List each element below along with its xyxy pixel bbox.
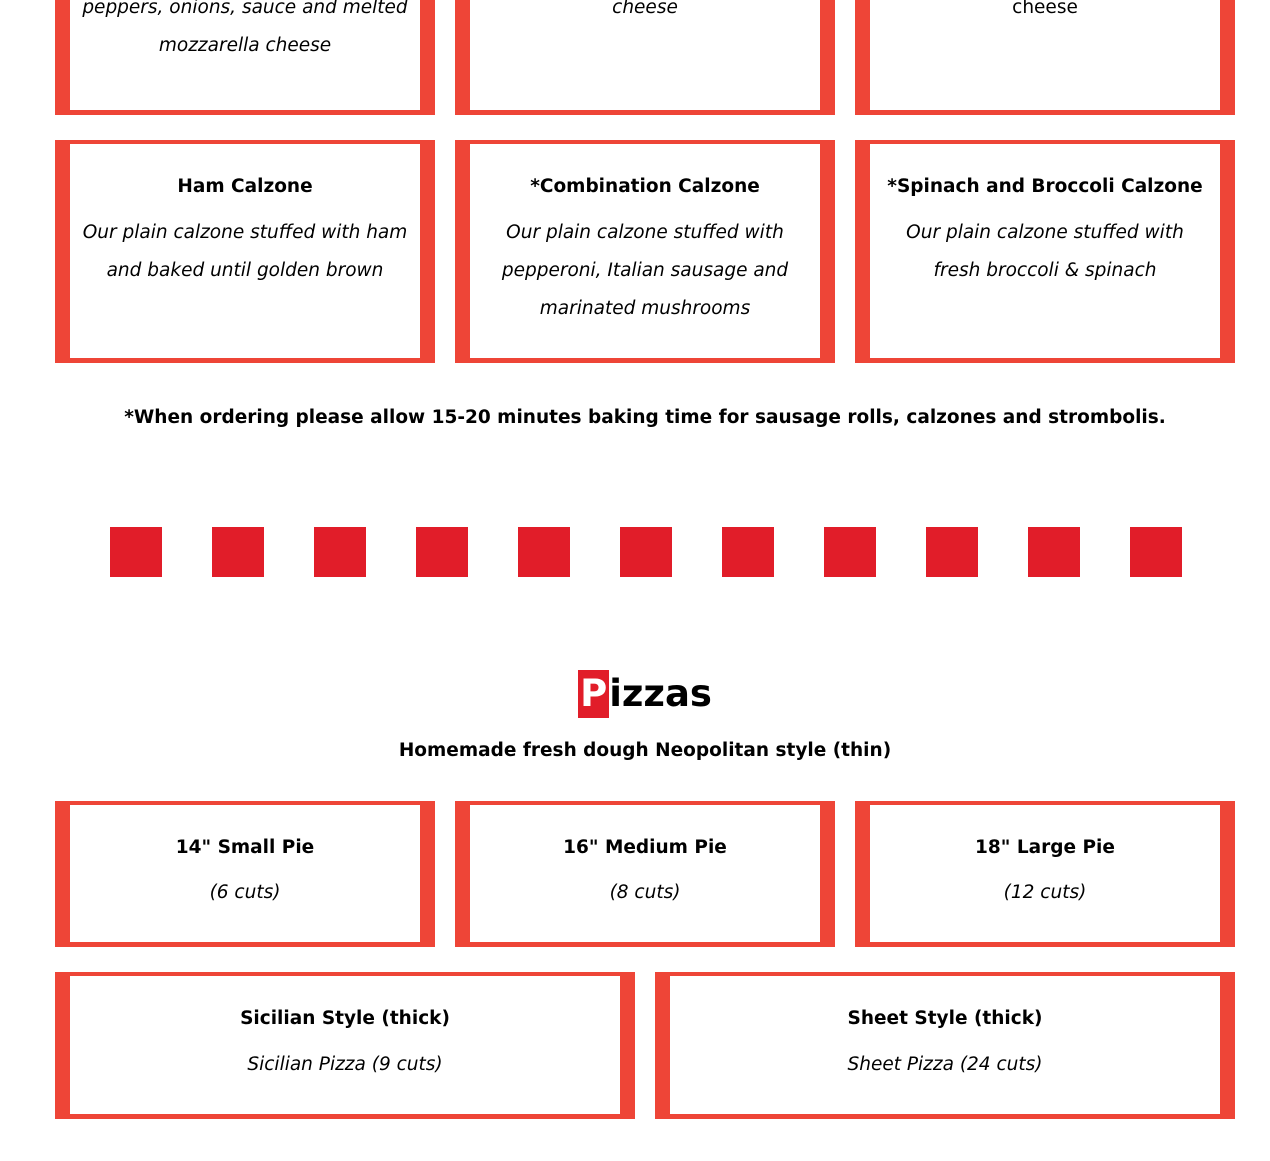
pizza-size-name: 16" Medium Pie <box>563 837 727 858</box>
section-divider <box>0 527 1270 577</box>
baking-time-notice: *When ordering please allow 15-20 minutes baking time for sausage rolls, calzones and strombolis. <box>124 407 1166 428</box>
calzone-card-top-1 <box>55 0 435 115</box>
divider-square <box>1130 527 1182 577</box>
pizza-style-name: Sicilian Style (thick) <box>240 1008 450 1029</box>
calzone-card-combination <box>455 140 835 363</box>
divider-square <box>620 527 672 577</box>
divider-square <box>416 527 468 577</box>
calzone-card-spinach-broccoli <box>855 140 1235 363</box>
calzone-description: cheese <box>1012 0 1078 18</box>
calzone-description: peppers, onions, sauce and melted mozzarella cheese <box>82 0 408 56</box>
pizza-size-name: 14" Small Pie <box>175 837 315 858</box>
pizza-card-sicilian <box>55 972 635 1119</box>
calzone-name: *Combination Calzone <box>530 176 760 197</box>
pizza-card-medium <box>455 801 835 947</box>
divider-square <box>824 527 876 577</box>
pizza-style-name: Sheet Style (thick) <box>847 1008 1043 1029</box>
pizzas-heading <box>0 670 1270 718</box>
pizza-cuts: (12 cuts) <box>1003 882 1087 903</box>
divider-square <box>314 527 366 577</box>
pizza-style-description: Sicilian Pizza (9 cuts) <box>247 1054 443 1075</box>
pizzas-heading-rest: izzas <box>609 672 712 715</box>
pizza-size-name: 18" Large Pie <box>975 837 1115 858</box>
divider-square <box>926 527 978 577</box>
calzone-card-top-3 <box>855 0 1235 115</box>
calzone-description: Our plain calzone stuffed with fresh broccoli & spinach <box>906 222 1184 281</box>
pizza-card-large <box>855 801 1235 947</box>
calzone-name: Ham Calzone <box>177 176 313 197</box>
pizza-card-small <box>55 801 435 947</box>
calzone-description: cheese <box>612 0 678 18</box>
calzone-description: Our plain calzone stuffed with ham and baked until golden brown <box>82 222 408 281</box>
pizza-style-description: Sheet Pizza (24 cuts) <box>847 1054 1043 1075</box>
divider-square <box>722 527 774 577</box>
calzone-description: Our plain calzone stuffed with pepperoni, Italian sausage and marinated mushrooms <box>501 222 789 319</box>
divider-square <box>518 527 570 577</box>
pizza-cuts: (6 cuts) <box>209 882 281 903</box>
divider-square <box>1028 527 1080 577</box>
divider-square <box>110 527 162 577</box>
calzone-name: *Spinach and Broccoli Calzone <box>887 176 1203 197</box>
divider-square <box>212 527 264 577</box>
pizza-card-sheet <box>655 972 1235 1119</box>
calzone-card-ham <box>55 140 435 363</box>
pizza-cuts: (8 cuts) <box>609 882 681 903</box>
calzone-card-top-2 <box>455 0 835 115</box>
pizzas-heading-initial: P <box>578 670 609 718</box>
pizzas-subtitle: Homemade fresh dough Neopolitan style (thin) <box>398 740 892 761</box>
